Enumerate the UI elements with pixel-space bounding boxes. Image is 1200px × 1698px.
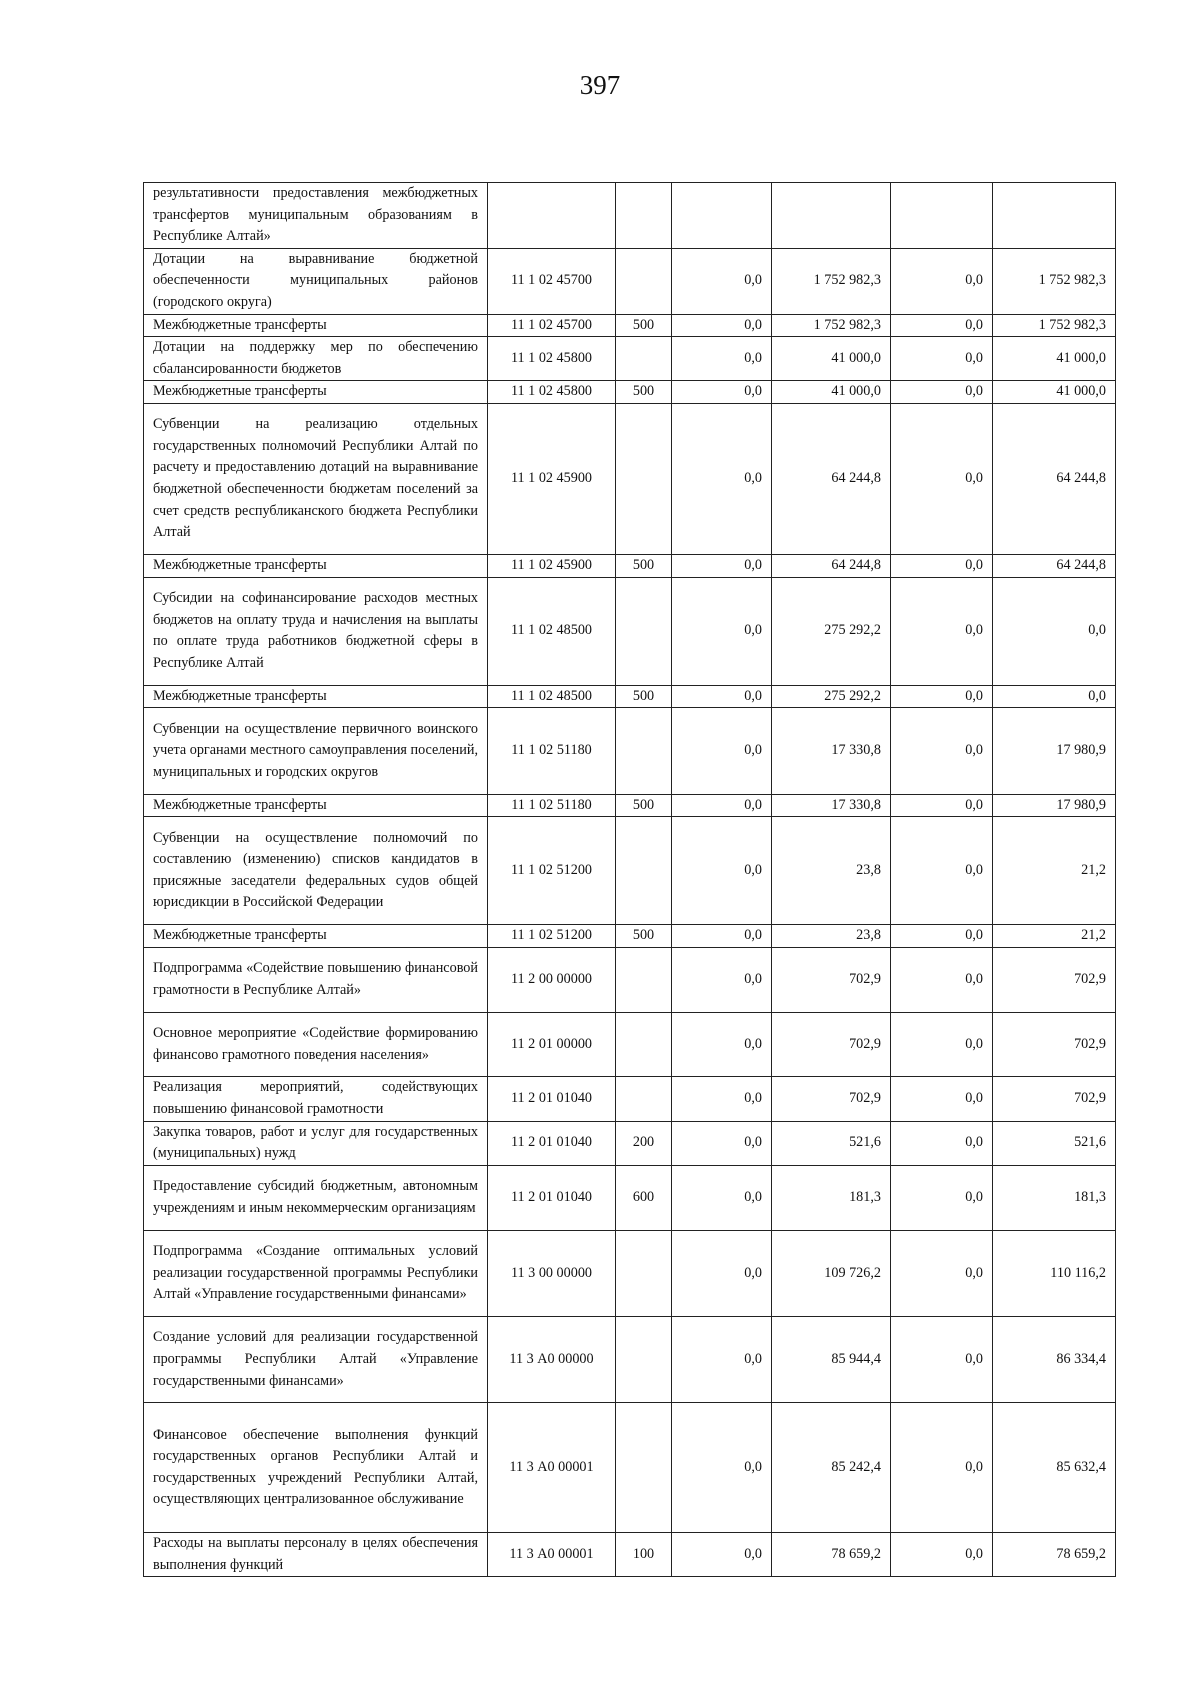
row-value-4: 0,0 bbox=[993, 685, 1116, 708]
row-value-4: 0,0 bbox=[993, 577, 1116, 685]
row-code: 11 1 02 51200 bbox=[488, 925, 616, 948]
row-name: Субвенции на реализацию отдельных государственных полномочий Республики Алтай по расчету и предоставлению дотаций на выравнивание бюджетной обеспеченности бюджетам поселений за счет средств республиканского бюджета Республики Алтай bbox=[144, 403, 488, 554]
row-value-1: 0,0 bbox=[672, 381, 772, 404]
row-value-4: 41 000,0 bbox=[993, 381, 1116, 404]
row-value-4: 1 752 982,3 bbox=[993, 314, 1116, 337]
row-expense-type bbox=[616, 577, 672, 685]
row-name: Подпрограмма «Содействие повышению финансовой грамотности в Республике Алтай» bbox=[144, 947, 488, 1012]
table-row bbox=[144, 577, 1116, 685]
row-value-1: 0,0 bbox=[672, 1077, 772, 1121]
row-expense-type bbox=[616, 817, 672, 925]
row-value-3: 0,0 bbox=[891, 708, 993, 794]
row-name: Расходы на выплаты персоналу в целях обеспечения выполнения функций bbox=[144, 1533, 488, 1577]
row-value-1: 0,0 bbox=[672, 1230, 772, 1316]
row-value-2: 41 000,0 bbox=[772, 381, 891, 404]
row-code: 11 1 02 45700 bbox=[488, 248, 616, 314]
row-name: Субвенции на осуществление полномочий по составлению (изменению) списков кандидатов в присяжные заседатели федеральных судов общей юрисдикции в Российской Федерации bbox=[144, 817, 488, 925]
table-row bbox=[144, 685, 1116, 708]
row-code: 11 1 02 48500 bbox=[488, 685, 616, 708]
row-expense-type bbox=[616, 1403, 672, 1533]
table-row bbox=[144, 1403, 1116, 1533]
row-value-1: 0,0 bbox=[672, 817, 772, 925]
row-value-1: 0,0 bbox=[672, 314, 772, 337]
row-code: 11 3 А0 00000 bbox=[488, 1317, 616, 1403]
row-value-3: 0,0 bbox=[891, 555, 993, 578]
row-value-4: 78 659,2 bbox=[993, 1533, 1116, 1577]
table-row bbox=[144, 1121, 1116, 1165]
row-name: Подпрограмма «Создание оптимальных условий реализации государственной программы Республики Алтай «Управление государственными финансами» bbox=[144, 1230, 488, 1316]
row-value-2: 109 726,2 bbox=[772, 1230, 891, 1316]
row-value-3: 0,0 bbox=[891, 794, 993, 817]
row-value-1: 0,0 bbox=[672, 1317, 772, 1403]
row-value-3: 0,0 bbox=[891, 248, 993, 314]
row-value-1: 0,0 bbox=[672, 1533, 772, 1577]
row-name: Межбюджетные трансферты bbox=[144, 555, 488, 578]
row-value-3: 0,0 bbox=[891, 1230, 993, 1316]
row-expense-type: 100 bbox=[616, 1533, 672, 1577]
row-value-1: 0,0 bbox=[672, 947, 772, 1012]
row-value-2: 1 752 982,3 bbox=[772, 248, 891, 314]
row-value-3: 0,0 bbox=[891, 314, 993, 337]
row-expense-type bbox=[616, 183, 672, 249]
row-code: 11 1 02 48500 bbox=[488, 577, 616, 685]
row-value-2: 85 944,4 bbox=[772, 1317, 891, 1403]
row-value-1: 0,0 bbox=[672, 403, 772, 554]
row-value-2: 17 330,8 bbox=[772, 708, 891, 794]
row-value-4: 110 116,2 bbox=[993, 1230, 1116, 1316]
row-value-4: 702,9 bbox=[993, 1012, 1116, 1077]
row-value-3: 0,0 bbox=[891, 1077, 993, 1121]
row-code: 11 1 02 45800 bbox=[488, 337, 616, 381]
row-value-4: 64 244,8 bbox=[993, 555, 1116, 578]
row-code: 11 2 01 00000 bbox=[488, 1012, 616, 1077]
table-row bbox=[144, 1317, 1116, 1403]
row-expense-type bbox=[616, 337, 672, 381]
table-row bbox=[144, 381, 1116, 404]
row-value-3: 0,0 bbox=[891, 925, 993, 948]
row-value-3: 0,0 bbox=[891, 1317, 993, 1403]
row-value-3: 0,0 bbox=[891, 381, 993, 404]
row-value-2 bbox=[772, 183, 891, 249]
row-value-4 bbox=[993, 183, 1116, 249]
row-value-1: 0,0 bbox=[672, 577, 772, 685]
row-code: 11 2 00 00000 bbox=[488, 947, 616, 1012]
row-code: 11 1 02 45800 bbox=[488, 381, 616, 404]
table-row bbox=[144, 248, 1116, 314]
row-value-1: 0,0 bbox=[672, 555, 772, 578]
table-row bbox=[144, 947, 1116, 1012]
row-value-4: 64 244,8 bbox=[993, 403, 1116, 554]
row-value-4: 21,2 bbox=[993, 817, 1116, 925]
row-value-3: 0,0 bbox=[891, 1012, 993, 1077]
row-name: результативности предоставления межбюджетных трансфертов муниципальным образованиям в Республике Алтай» bbox=[144, 183, 488, 249]
row-value-4: 702,9 bbox=[993, 947, 1116, 1012]
row-code: 11 3 А0 00001 bbox=[488, 1533, 616, 1577]
table-row bbox=[144, 1230, 1116, 1316]
table-row bbox=[144, 925, 1116, 948]
row-value-1: 0,0 bbox=[672, 248, 772, 314]
row-code: 11 1 02 51180 bbox=[488, 708, 616, 794]
row-expense-type: 500 bbox=[616, 555, 672, 578]
row-value-1: 0,0 bbox=[672, 1121, 772, 1165]
row-value-3: 0,0 bbox=[891, 1403, 993, 1533]
table-row bbox=[144, 337, 1116, 381]
table-row bbox=[144, 1012, 1116, 1077]
row-value-4: 85 632,4 bbox=[993, 1403, 1116, 1533]
row-name: Предоставление субсидий бюджетным, автономным учреждениям и иным некоммерческим организациям bbox=[144, 1165, 488, 1230]
row-value-2: 702,9 bbox=[772, 1077, 891, 1121]
row-code: 11 2 01 01040 bbox=[488, 1121, 616, 1165]
row-value-1 bbox=[672, 183, 772, 249]
row-value-2: 275 292,2 bbox=[772, 577, 891, 685]
row-expense-type: 500 bbox=[616, 685, 672, 708]
row-name: Дотации на выравнивание бюджетной обеспеченности муниципальных районов (городского округа) bbox=[144, 248, 488, 314]
row-value-1: 0,0 bbox=[672, 1165, 772, 1230]
table-row bbox=[144, 183, 1116, 249]
table-row bbox=[144, 708, 1116, 794]
row-value-2: 64 244,8 bbox=[772, 403, 891, 554]
row-name: Субсидии на софинансирование расходов местных бюджетов на оплату труда и начисления на выплаты по оплате труда работников бюджетной сферы в Республике Алтай bbox=[144, 577, 488, 685]
row-code bbox=[488, 183, 616, 249]
row-expense-type bbox=[616, 1317, 672, 1403]
row-code: 11 3 00 00000 bbox=[488, 1230, 616, 1316]
row-code: 11 2 01 01040 bbox=[488, 1077, 616, 1121]
row-value-3: 0,0 bbox=[891, 577, 993, 685]
table-row bbox=[144, 555, 1116, 578]
row-name: Межбюджетные трансферты bbox=[144, 314, 488, 337]
row-value-3: 0,0 bbox=[891, 1165, 993, 1230]
row-name: Субвенции на осуществление первичного воинского учета органами местного самоуправления поселений, муниципальных и городских округов bbox=[144, 708, 488, 794]
row-name: Реализация мероприятий, содействующих повышению финансовой грамотности bbox=[144, 1077, 488, 1121]
row-value-2: 521,6 bbox=[772, 1121, 891, 1165]
row-value-2: 78 659,2 bbox=[772, 1533, 891, 1577]
row-value-4: 521,6 bbox=[993, 1121, 1116, 1165]
row-name: Дотации на поддержку мер по обеспечению сбалансированности бюджетов bbox=[144, 337, 488, 381]
row-value-4: 86 334,4 bbox=[993, 1317, 1116, 1403]
row-name: Межбюджетные трансферты bbox=[144, 794, 488, 817]
row-code: 11 1 02 51180 bbox=[488, 794, 616, 817]
row-value-1: 0,0 bbox=[672, 708, 772, 794]
row-name: Закупка товаров, работ и услуг для государственных (муниципальных) нужд bbox=[144, 1121, 488, 1165]
row-value-4: 702,9 bbox=[993, 1077, 1116, 1121]
budget-table bbox=[143, 182, 1116, 1577]
row-expense-type bbox=[616, 248, 672, 314]
row-name: Основное мероприятие «Содействие формированию финансово грамотного поведения населения» bbox=[144, 1012, 488, 1077]
row-value-1: 0,0 bbox=[672, 794, 772, 817]
row-value-3: 0,0 bbox=[891, 817, 993, 925]
row-value-2: 85 242,4 bbox=[772, 1403, 891, 1533]
row-expense-type bbox=[616, 403, 672, 554]
row-name: Финансовое обеспечение выполнения функций государственных органов Республики Алтай и государственных учреждений Республики Алтай, осуществляющих централизованное обслуживание bbox=[144, 1403, 488, 1533]
row-name: Межбюджетные трансферты bbox=[144, 381, 488, 404]
row-name: Создание условий для реализации государственной программы Республики Алтай «Управление государственными финансами» bbox=[144, 1317, 488, 1403]
row-value-4: 21,2 bbox=[993, 925, 1116, 948]
row-value-4: 17 980,9 bbox=[993, 794, 1116, 817]
table-row bbox=[144, 1165, 1116, 1230]
row-value-1: 0,0 bbox=[672, 1403, 772, 1533]
row-code: 11 1 02 45900 bbox=[488, 555, 616, 578]
row-value-2: 17 330,8 bbox=[772, 794, 891, 817]
row-value-2: 41 000,0 bbox=[772, 337, 891, 381]
row-expense-type bbox=[616, 1012, 672, 1077]
table-row bbox=[144, 817, 1116, 925]
row-code: 11 1 02 51200 bbox=[488, 817, 616, 925]
row-code: 11 2 01 01040 bbox=[488, 1165, 616, 1230]
row-value-4: 41 000,0 bbox=[993, 337, 1116, 381]
row-expense-type bbox=[616, 1077, 672, 1121]
row-value-2: 1 752 982,3 bbox=[772, 314, 891, 337]
row-code: 11 1 02 45700 bbox=[488, 314, 616, 337]
row-expense-type bbox=[616, 1230, 672, 1316]
row-name: Межбюджетные трансферты bbox=[144, 925, 488, 948]
row-value-2: 23,8 bbox=[772, 925, 891, 948]
row-value-2: 702,9 bbox=[772, 947, 891, 1012]
row-expense-type bbox=[616, 947, 672, 1012]
row-value-4: 1 752 982,3 bbox=[993, 248, 1116, 314]
table-row bbox=[144, 314, 1116, 337]
row-value-1: 0,0 bbox=[672, 337, 772, 381]
row-value-2: 23,8 bbox=[772, 817, 891, 925]
row-expense-type: 500 bbox=[616, 925, 672, 948]
row-expense-type: 500 bbox=[616, 314, 672, 337]
row-value-1: 0,0 bbox=[672, 1012, 772, 1077]
row-expense-type: 500 bbox=[616, 381, 672, 404]
row-code: 11 1 02 45900 bbox=[488, 403, 616, 554]
budget-table-body bbox=[144, 183, 1116, 1577]
row-value-1: 0,0 bbox=[672, 925, 772, 948]
row-value-3: 0,0 bbox=[891, 685, 993, 708]
row-value-2: 181,3 bbox=[772, 1165, 891, 1230]
row-expense-type bbox=[616, 708, 672, 794]
row-expense-type: 500 bbox=[616, 794, 672, 817]
table-row bbox=[144, 1533, 1116, 1577]
row-value-1: 0,0 bbox=[672, 685, 772, 708]
row-value-3: 0,0 bbox=[891, 403, 993, 554]
row-value-2: 275 292,2 bbox=[772, 685, 891, 708]
row-code: 11 3 А0 00001 bbox=[488, 1403, 616, 1533]
table-row bbox=[144, 1077, 1116, 1121]
row-value-2: 64 244,8 bbox=[772, 555, 891, 578]
row-value-4: 17 980,9 bbox=[993, 708, 1116, 794]
row-value-4: 181,3 bbox=[993, 1165, 1116, 1230]
row-value-2: 702,9 bbox=[772, 1012, 891, 1077]
table-row bbox=[144, 403, 1116, 554]
row-expense-type: 200 bbox=[616, 1121, 672, 1165]
row-value-3: 0,0 bbox=[891, 1121, 993, 1165]
row-value-3: 0,0 bbox=[891, 947, 993, 1012]
page-number: 397 bbox=[579, 70, 621, 100]
row-name: Межбюджетные трансферты bbox=[144, 685, 488, 708]
row-value-3 bbox=[891, 183, 993, 249]
row-expense-type: 600 bbox=[616, 1165, 672, 1230]
row-value-3: 0,0 bbox=[891, 1533, 993, 1577]
table-row bbox=[144, 794, 1116, 817]
row-value-3: 0,0 bbox=[891, 337, 993, 381]
